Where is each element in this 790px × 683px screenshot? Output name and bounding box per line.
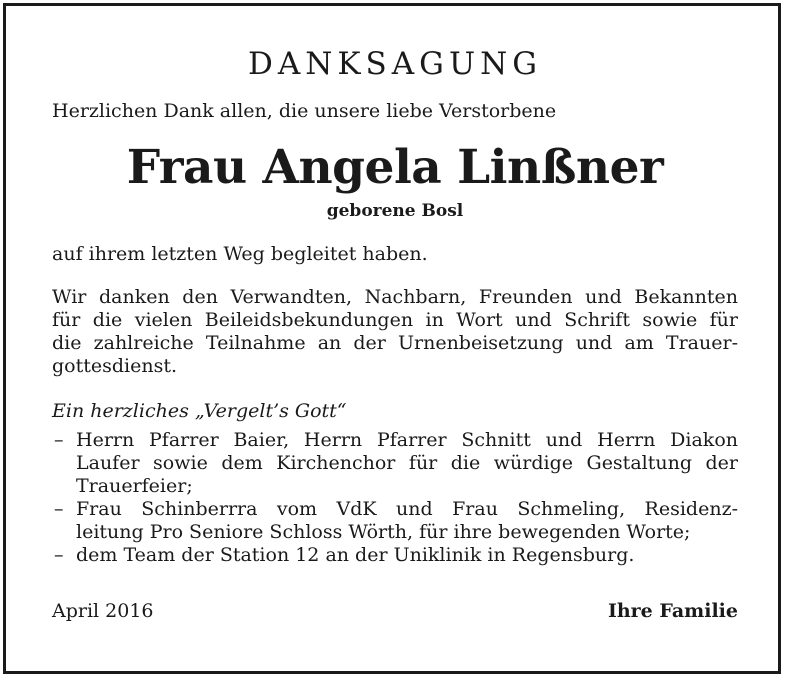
notice-date: April 2016: [52, 600, 154, 622]
notice-heading: DANKSAGUNG: [248, 46, 542, 82]
list-item: [52, 429, 738, 498]
thanks-line: für die vielen Beileidsbekundungen in Wort und Schrift sowie für: [52, 309, 738, 331]
dash-bullet: –: [54, 429, 64, 451]
dash-bullet: –: [54, 498, 64, 520]
dash-bullet: –: [54, 544, 64, 566]
intro-text: Herzlichen Dank allen, die unsere liebe Verstorbene: [52, 100, 557, 122]
farewell-text: auf ihrem letzten Weg begleitet haben.: [52, 243, 428, 265]
thanks-list: [52, 429, 738, 567]
thanks-line: die zahlreiche Teilnahme an der Urnenbeisetzung und am Trauer-: [52, 332, 738, 354]
list-item-line: Herrn Pfarrer Baier, Herrn Pfarrer Schnitt und Herrn Diakon: [76, 429, 738, 451]
thanks-line: Wir danken den Verwandten, Nachbarn, Freunden und Bekannten: [52, 286, 738, 308]
birth-name: geborene Bosl: [326, 201, 464, 221]
list-item-line: dem Team der Station 12 an der Uniklinik in Regensburg.: [76, 544, 635, 566]
vergelts-gott-heading: Ein herzliches „Vergelt’s Gott“: [52, 400, 347, 422]
list-item-line: Frau Schinberrra vom VdK und Frau Schmeling, Residenz-: [76, 498, 738, 520]
list-item: [52, 498, 738, 544]
list-item-line: Trauerfeier;: [76, 475, 193, 497]
deceased-name: Frau Angela Linßner: [126, 140, 664, 195]
list-item-line: leitung Pro Seniore Schloss Wörth, für ihre bewegenden Worte;: [76, 521, 691, 543]
signature: Ihre Familie: [607, 600, 738, 622]
thanks-line: gottesdienst.: [52, 355, 178, 377]
list-item-line: Laufer sowie dem Kirchenchor für die würdige Gestaltung der: [76, 452, 738, 474]
thanks-paragraph: [52, 286, 738, 378]
list-item: [52, 544, 738, 567]
